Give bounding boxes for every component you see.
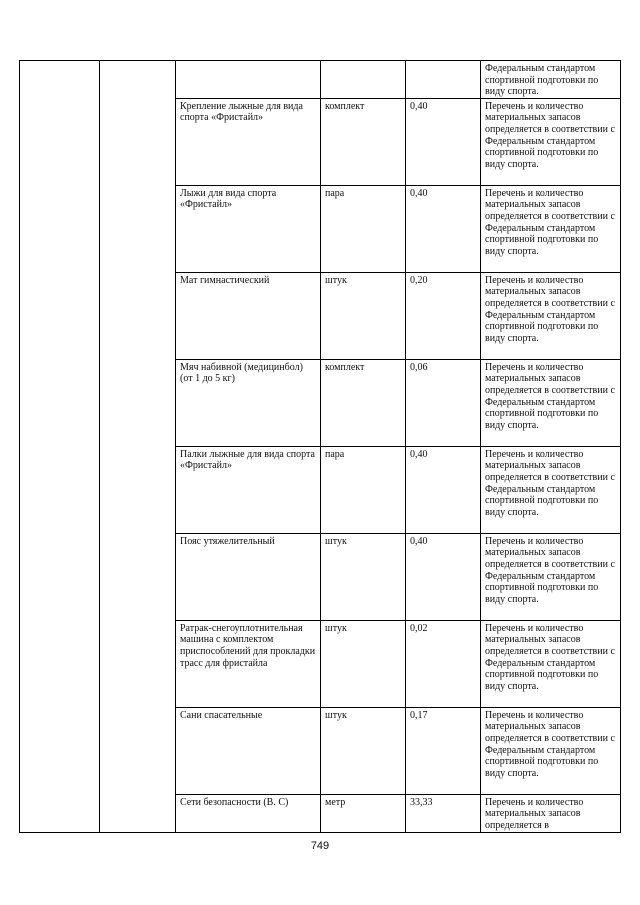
quantity-cell — [406, 61, 481, 99]
note-cell: Перечень и количество материальных запасов определяется в — [481, 794, 621, 832]
note-cell: Перечень и количество материальных запасов определяется в соответствии с Федеральным стандартом спортивной подготовки по виду спорта. — [481, 446, 621, 533]
table-row — [20, 61, 621, 99]
note-cell: Перечень и количество материальных запасов определяется в соответствии с Федеральным стандартом спортивной подготовки по виду спорта. — [481, 533, 621, 620]
note-cell: Перечень и количество материальных запасов определяется в соответствии с Федеральным стандартом спортивной подготовки по виду спорта. — [481, 98, 621, 185]
materials-table — [19, 60, 621, 833]
item-name-cell: Мяч набивной (медицинбол) (от 1 до 5 кг) — [176, 359, 321, 446]
unit-cell: комплект — [321, 359, 406, 446]
quantity-cell: 33,33 — [406, 794, 481, 832]
item-name-cell: Ратрак-снегоуплотнительная машина с комплектом приспособлений для прокладки трасс для фристайла — [176, 620, 321, 707]
item-name-cell: Крепление лыжные для вида спорта «Фристайл» — [176, 98, 321, 185]
quantity-cell: 0,40 — [406, 533, 481, 620]
unit-cell: штук — [321, 533, 406, 620]
table-body — [20, 61, 621, 833]
quantity-cell: 0,02 — [406, 620, 481, 707]
item-name-cell: Лыжи для вида спорта «Фристайл» — [176, 185, 321, 272]
item-name-cell — [176, 61, 321, 99]
quantity-cell: 0,20 — [406, 272, 481, 359]
note-cell: Перечень и количество материальных запасов определяется в соответствии с Федеральным стандартом спортивной подготовки по виду спорта. — [481, 272, 621, 359]
item-name-cell: Мат гимнастический — [176, 272, 321, 359]
unit-cell — [321, 61, 406, 99]
item-name-cell: Сети безопасности (В. С) — [176, 794, 321, 832]
item-name-cell: Палки лыжные для вида спорта «Фристайл» — [176, 446, 321, 533]
quantity-cell: 0,06 — [406, 359, 481, 446]
page-number: 749 — [310, 840, 330, 852]
left-blank-column-1 — [20, 61, 100, 833]
quantity-cell: 0,40 — [406, 185, 481, 272]
unit-cell: пара — [321, 446, 406, 533]
note-cell: Перечень и количество материальных запасов определяется в соответствии с Федеральным стандартом спортивной подготовки по виду спорта. — [481, 707, 621, 794]
quantity-cell: 0,17 — [406, 707, 481, 794]
unit-cell: штук — [321, 707, 406, 794]
note-cell: Перечень и количество материальных запасов определяется в соответствии с Федеральным стандартом спортивной подготовки по виду спорта. — [481, 359, 621, 446]
item-name-cell: Сани спасательные — [176, 707, 321, 794]
unit-cell: штук — [321, 620, 406, 707]
unit-cell: комплект — [321, 98, 406, 185]
note-cell: Федеральным стандартом спортивной подготовки по виду спорта. — [481, 61, 621, 99]
unit-cell: метр — [321, 794, 406, 832]
item-name-cell: Пояс утяжелительный — [176, 533, 321, 620]
document-page — [19, 60, 620, 835]
note-cell: Перечень и количество материальных запасов определяется в соответствии с Федеральным стандартом спортивной подготовки по виду спорта. — [481, 185, 621, 272]
quantity-cell: 0,40 — [406, 98, 481, 185]
quantity-cell: 0,40 — [406, 446, 481, 533]
unit-cell: штук — [321, 272, 406, 359]
unit-cell: пара — [321, 185, 406, 272]
left-blank-column-2 — [100, 61, 176, 833]
note-cell: Перечень и количество материальных запасов определяется в соответствии с Федеральным стандартом спортивной подготовки по виду спорта. — [481, 620, 621, 707]
